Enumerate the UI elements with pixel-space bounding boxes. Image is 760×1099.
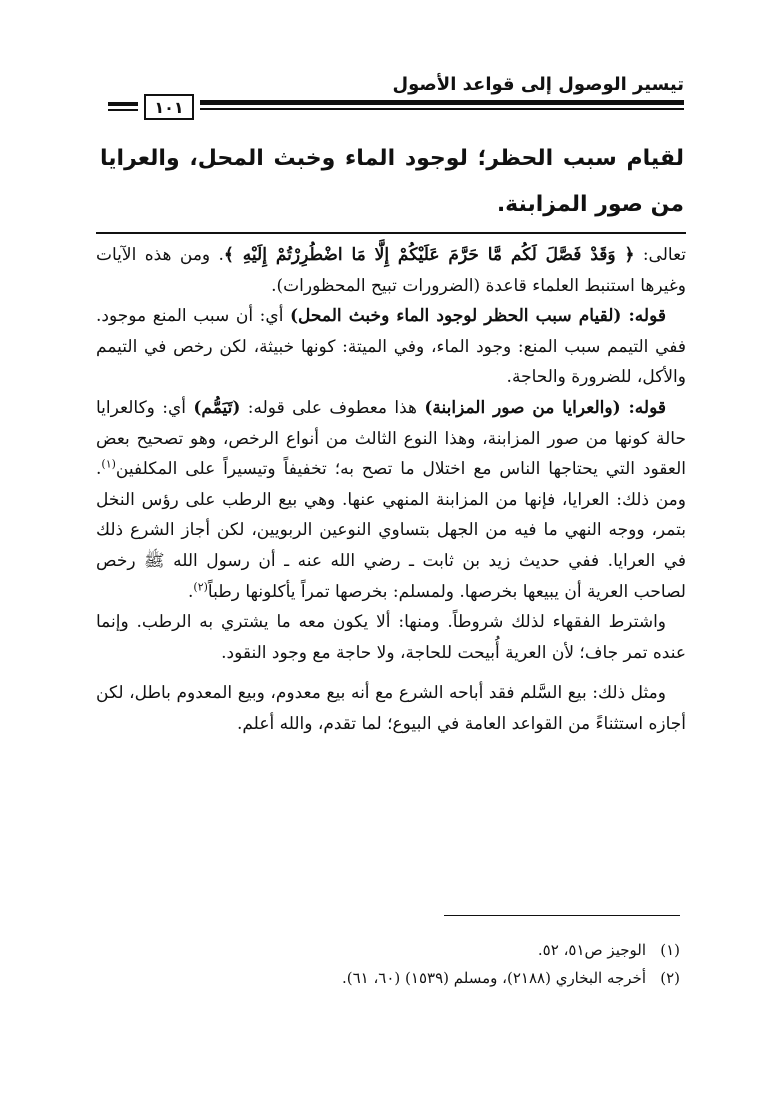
header-rule-thick xyxy=(200,100,684,105)
paragraph-text: هذا معطوف على قوله: xyxy=(240,397,425,418)
paragraph xyxy=(96,393,686,607)
paragraph-text: أي: أن سبب المنع موجود. ففي التيمم سبب المنع: وجود الماء، وفي الميتة: كونها خبيثة، لكن رخص في التيمم والأكل، للضرورة والحاجة. xyxy=(96,306,686,388)
matn-divider xyxy=(96,232,686,234)
paragraph-text: . ومن هذه الآيات وغيرها استنبط العلماء قاعدة (الضرورات تبيح المحظورات). xyxy=(96,245,686,296)
running-title: تيسير الوصول إلى قواعد الأصول xyxy=(392,74,684,95)
matn-text: لقيام سبب الحظر؛ لوجود الماء وخبث المحل، والعرايا من صور المزابنة. xyxy=(100,146,684,217)
paragraph-text: أي: وكالعرايا حالة كونها من صور المزابنة، وهذا النوع الثالث من أنواع الرخص، وهو تصحيح بعض العقود التي يحتاجها الناس مع اختلال ما تصح به؛ تخفيفاً وتيسيراً على المكلفين xyxy=(96,397,686,480)
quoted-matn: قوله: (لقيام سبب الحظر لوجود الماء وخبث المحل) xyxy=(290,306,666,327)
footnote xyxy=(96,964,680,992)
header-dash xyxy=(108,102,138,106)
header-dash xyxy=(108,109,138,111)
page-number: ١٠١ xyxy=(144,94,194,120)
footnote-text: أخرجه البخاري (٢١٨٨)، ومسلم (١٥٣٩) (٦٠، ٦١). xyxy=(341,969,646,987)
paragraph xyxy=(96,240,686,301)
quoted-word: (تَيَمُّم) xyxy=(193,397,241,418)
footnote-number: (١) xyxy=(660,941,680,959)
footnote-divider xyxy=(444,915,680,916)
paragraph: ومثل ذلك: بيع السَّلم فقد أباحه الشرع مع أنه بيع معدوم، وبيع المعدوم باطل، لكن أجازه استثناءً من القواعد العامة في البيوع؛ لما تقدم، والله أعلم. xyxy=(96,683,686,734)
footnote xyxy=(96,936,680,964)
footnote-ref[interactable]: (٢) xyxy=(193,579,208,593)
quoted-matn: قوله: (والعرايا من صور المزابنة) xyxy=(424,397,666,418)
footnote-ref[interactable]: (١) xyxy=(101,457,116,471)
commentary xyxy=(96,240,686,740)
paragraph xyxy=(96,301,686,393)
footnote-text: الوجيز ص٥١، ٥٢. xyxy=(537,941,646,959)
footnotes xyxy=(96,936,680,992)
header-rule-thin xyxy=(200,108,684,110)
footnote-number: (٢) xyxy=(660,969,680,987)
paragraph-text: تعالى: xyxy=(634,245,687,265)
paragraph: واشترط الفقهاء لذلك شروطاً. ومنها: ألا يكون معه ما يشتري به الرطب. وإنما عنده تمر جاف؛ لأن العرية أُبيحت للحاجة، ولا حاجة مع وجود النقود. xyxy=(96,612,686,663)
header-rules xyxy=(108,97,684,117)
quran-verse: ﴿ وَقَدْ فَصَّلَ لَكُم مَّا حَرَّمَ عَلَيْكُمْ إِلَّا مَا اضْطُرِرْتُمْ إِلَيْهِ ﴾ xyxy=(223,245,635,265)
paragraph-text: . ومن ذلك: العرايا، فإنها من المزابنة المنهي عنها. وهي بيع الرطب على رؤس النخل بتمر، ووجه النهي ما فيه من الجهل بتساوي النوعين الربويين، لكن أجاز الشرع ذلك في العرايا. ففي حديث زيد بن ثابت ـ رضي الله عنه ـ أن رسول الله ﷺ رخص لصاحب العرية أن يبيعها بخرصها. ولمسلم: بخرصها تمراً يأكلونها رطباً xyxy=(96,459,686,602)
paragraph-text: . xyxy=(187,581,194,602)
page-header xyxy=(108,68,684,120)
